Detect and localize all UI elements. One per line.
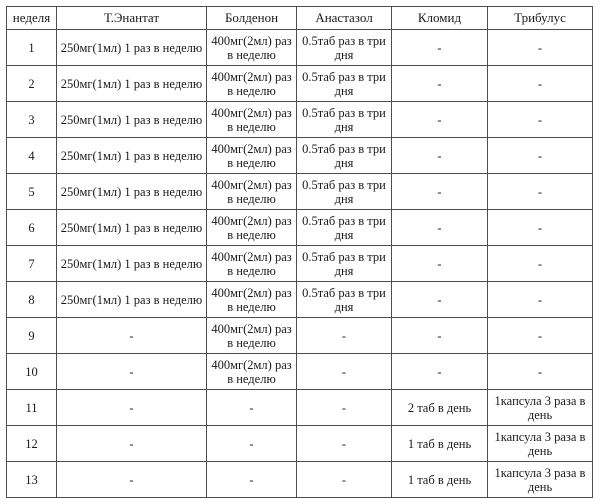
- cell-tribulus: -: [488, 30, 593, 66]
- cell-anastrozole: 0.5таб раз в три дня: [297, 30, 392, 66]
- table-row: [7, 426, 593, 462]
- table-row: [7, 282, 593, 318]
- table-body: [7, 30, 593, 498]
- cell-testosterone-enanthate: 250мг(1мл) 1 раз в неделю: [57, 102, 207, 138]
- header-week: неделя: [7, 7, 57, 30]
- cell-tribulus: -: [488, 318, 593, 354]
- table-row: [7, 30, 593, 66]
- cell-boldenone: -: [207, 426, 297, 462]
- cell-tribulus: 1капсула 3 раза в день: [488, 426, 593, 462]
- cell-boldenone: 400мг(2мл) раз в неделю: [207, 66, 297, 102]
- cell-testosterone-enanthate: 250мг(1мл) 1 раз в неделю: [57, 30, 207, 66]
- cell-week: 13: [7, 462, 57, 498]
- cell-boldenone: 400мг(2мл) раз в неделю: [207, 210, 297, 246]
- cell-boldenone: 400мг(2мл) раз в неделю: [207, 318, 297, 354]
- cell-tribulus: -: [488, 354, 593, 390]
- cell-testosterone-enanthate: 250мг(1мл) 1 раз в неделю: [57, 66, 207, 102]
- cell-anastrozole: 0.5таб раз в три дня: [297, 210, 392, 246]
- cell-tribulus: -: [488, 282, 593, 318]
- cell-boldenone: 400мг(2мл) раз в неделю: [207, 30, 297, 66]
- cell-week: 11: [7, 390, 57, 426]
- cell-clomid: -: [392, 66, 488, 102]
- cell-anastrozole: -: [297, 426, 392, 462]
- cell-week: 5: [7, 174, 57, 210]
- cell-anastrozole: -: [297, 462, 392, 498]
- cell-testosterone-enanthate: 250мг(1мл) 1 раз в неделю: [57, 138, 207, 174]
- table-row: [7, 138, 593, 174]
- cell-boldenone: 400мг(2мл) раз в неделю: [207, 282, 297, 318]
- cell-clomid: -: [392, 174, 488, 210]
- cell-anastrozole: -: [297, 390, 392, 426]
- cell-week: 12: [7, 426, 57, 462]
- cell-testosterone-enanthate: 250мг(1мл) 1 раз в неделю: [57, 174, 207, 210]
- cell-week: 9: [7, 318, 57, 354]
- cell-tribulus: -: [488, 210, 593, 246]
- cell-week: 2: [7, 66, 57, 102]
- cell-boldenone: 400мг(2мл) раз в неделю: [207, 246, 297, 282]
- cell-tribulus: -: [488, 246, 593, 282]
- cell-week: 8: [7, 282, 57, 318]
- cell-clomid: 1 таб в день: [392, 462, 488, 498]
- cell-clomid: -: [392, 282, 488, 318]
- cell-tribulus: 1капсула 3 раза в день: [488, 462, 593, 498]
- table-row: [7, 318, 593, 354]
- cell-clomid: -: [392, 354, 488, 390]
- table-row: [7, 390, 593, 426]
- cell-clomid: -: [392, 318, 488, 354]
- cell-testosterone-enanthate: 250мг(1мл) 1 раз в неделю: [57, 282, 207, 318]
- cell-week: 7: [7, 246, 57, 282]
- cell-tribulus: -: [488, 66, 593, 102]
- table-row: [7, 210, 593, 246]
- cell-tribulus: 1капсула 3 раза в день: [488, 390, 593, 426]
- header-testosterone-enanthate: Т.Энантат: [57, 7, 207, 30]
- header-tribulus: Трибулус: [488, 7, 593, 30]
- cell-anastrozole: 0.5таб раз в три дня: [297, 282, 392, 318]
- cell-week: 3: [7, 102, 57, 138]
- cell-clomid: -: [392, 30, 488, 66]
- cell-anastrozole: 0.5таб раз в три дня: [297, 246, 392, 282]
- cell-clomid: 2 таб в день: [392, 390, 488, 426]
- cell-week: 1: [7, 30, 57, 66]
- cell-testosterone-enanthate: 250мг(1мл) 1 раз в неделю: [57, 210, 207, 246]
- cell-anastrozole: 0.5таб раз в три дня: [297, 102, 392, 138]
- cell-boldenone: 400мг(2мл) раз в неделю: [207, 354, 297, 390]
- cell-anastrozole: -: [297, 354, 392, 390]
- cell-tribulus: -: [488, 102, 593, 138]
- cell-boldenone: 400мг(2мл) раз в неделю: [207, 138, 297, 174]
- table-row: [7, 462, 593, 498]
- header-boldenone: Болденон: [207, 7, 297, 30]
- cell-clomid: -: [392, 246, 488, 282]
- dosage-schedule-table: [6, 6, 593, 498]
- cell-week: 4: [7, 138, 57, 174]
- table-row: [7, 246, 593, 282]
- cell-week: 10: [7, 354, 57, 390]
- cell-clomid: -: [392, 210, 488, 246]
- cell-testosterone-enanthate: -: [57, 318, 207, 354]
- cell-testosterone-enanthate: -: [57, 426, 207, 462]
- cell-boldenone: -: [207, 390, 297, 426]
- cell-anastrozole: -: [297, 318, 392, 354]
- cell-boldenone: -: [207, 462, 297, 498]
- table-header-row: [7, 7, 593, 30]
- cell-clomid: -: [392, 138, 488, 174]
- table-row: [7, 66, 593, 102]
- cell-tribulus: -: [488, 174, 593, 210]
- cell-anastrozole: 0.5таб раз в три дня: [297, 138, 392, 174]
- table-row: [7, 174, 593, 210]
- cell-testosterone-enanthate: -: [57, 354, 207, 390]
- cell-testosterone-enanthate: -: [57, 390, 207, 426]
- cell-boldenone: 400мг(2мл) раз в неделю: [207, 174, 297, 210]
- cell-anastrozole: 0.5таб раз в три дня: [297, 66, 392, 102]
- cell-tribulus: -: [488, 138, 593, 174]
- table-row: [7, 354, 593, 390]
- header-anastrozole: Анастазол: [297, 7, 392, 30]
- table-row: [7, 102, 593, 138]
- cell-testosterone-enanthate: -: [57, 462, 207, 498]
- cell-anastrozole: 0.5таб раз в три дня: [297, 174, 392, 210]
- cell-clomid: 1 таб в день: [392, 426, 488, 462]
- cell-week: 6: [7, 210, 57, 246]
- cell-boldenone: 400мг(2мл) раз в неделю: [207, 102, 297, 138]
- header-clomid: Кломид: [392, 7, 488, 30]
- cell-testosterone-enanthate: 250мг(1мл) 1 раз в неделю: [57, 246, 207, 282]
- cell-clomid: -: [392, 102, 488, 138]
